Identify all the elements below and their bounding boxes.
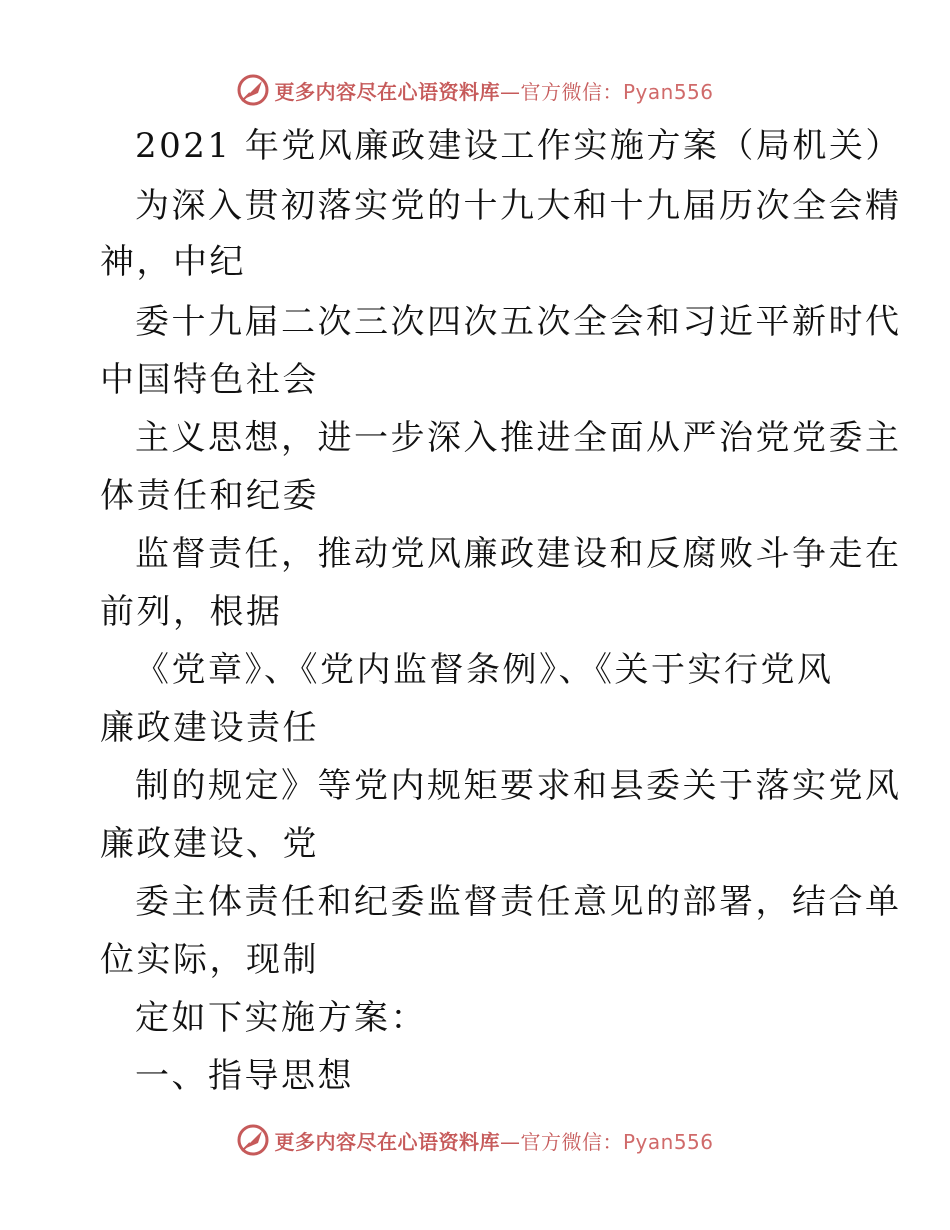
body-line: 监督责任，推动党风廉政建设和反腐败斗争走在 (135, 534, 902, 574)
body-line: 廉政建设责任 (100, 708, 319, 748)
body-line: 《党章》、《党内监督条例》、《关于实行党风 (135, 650, 834, 690)
banner-main-text: 更多内容尽在心语资料库 (274, 79, 500, 104)
banner-official-text: 官方微信： (520, 1129, 623, 1154)
banner-main-text: 更多内容尽在心语资料库 (274, 1129, 500, 1154)
body-line: 委十九届二次三次四次五次全会和习近平新时代 (135, 302, 902, 342)
header-watermark-banner (0, 70, 950, 110)
document-title: 2021 年党风廉政建设工作实施方案（局机关） (135, 126, 902, 166)
body-line: 主义思想，进一步深入推进全面从严治党党委主 (135, 418, 902, 458)
banner-wechat-id: Pyan556 (622, 1129, 714, 1154)
body-line: 制的规定》等党内规矩要求和县委关于落实党风 (135, 766, 902, 806)
footer-watermark-banner (0, 1120, 950, 1160)
body-line: 中国特色社会 (100, 360, 319, 400)
body-line: 体责任和纪委 (100, 476, 319, 516)
body-line: 委主体责任和纪委监督责任意见的部署，结合单 (135, 882, 902, 922)
body-line: 前列，根据 (100, 592, 283, 632)
banner-separator: — (499, 79, 521, 104)
banner-text (274, 76, 713, 105)
banner-separator: — (499, 1129, 521, 1154)
body-line: 位实际，现制 (100, 940, 319, 980)
banner-text (274, 1126, 713, 1155)
banner-wechat-id: Pyan556 (622, 79, 714, 104)
quill-logo-icon (236, 1123, 270, 1157)
body-line: 神，中纪 (100, 242, 246, 282)
body-line: 廉政建设、党 (100, 824, 319, 864)
quill-logo-icon (236, 73, 270, 107)
body-line: 定如下实施方案： (135, 998, 427, 1038)
banner-official-text: 官方微信： (520, 79, 623, 104)
section-heading: 一、指导思想 (135, 1056, 354, 1096)
body-line: 为深入贯初落实党的十九大和十九届历次全会精 (135, 186, 902, 226)
